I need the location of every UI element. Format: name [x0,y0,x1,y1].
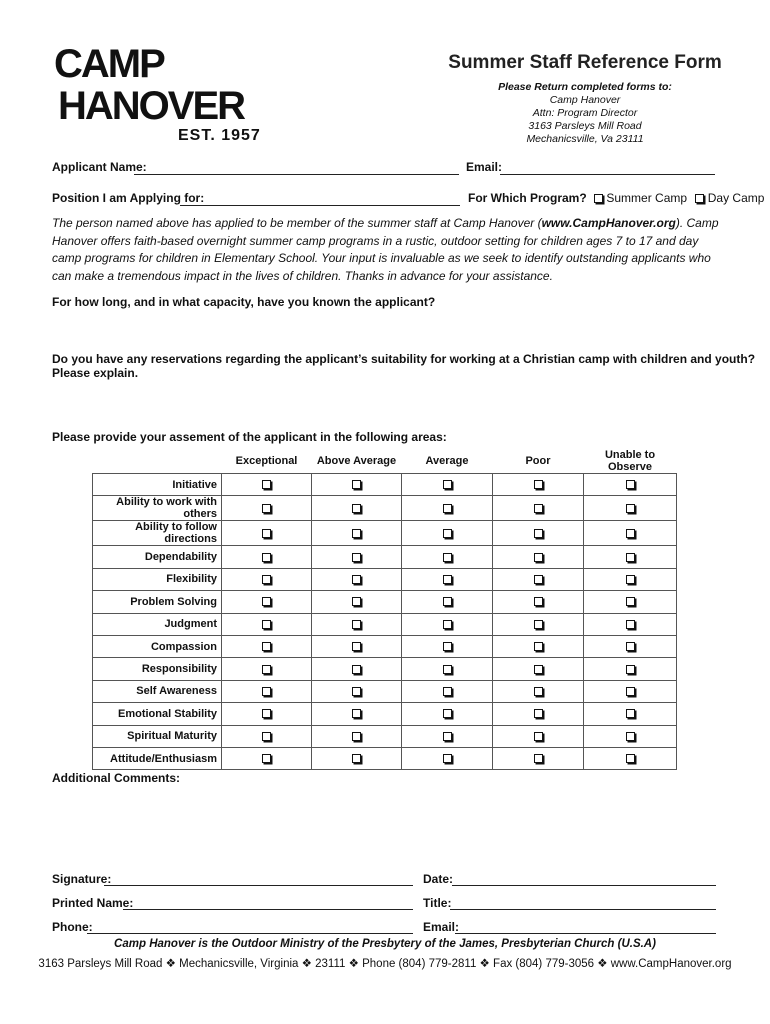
table-row [93,635,677,657]
rating-cell [584,496,677,521]
table-row [93,680,677,702]
address-line-3: 3163 Parsleys Mill Road [528,120,642,132]
rating-checkbox[interactable] [626,480,635,489]
applicant-name-label: Applicant Name: [52,160,147,174]
row-label: Attitude/Enthusiasm [93,747,222,769]
row-label: Problem Solving [93,591,222,613]
rating-checkbox[interactable] [352,620,361,629]
rating-cell [584,725,677,747]
rating-checkbox[interactable] [626,754,635,763]
rating-checkbox[interactable] [262,709,271,718]
rating-cell [584,568,677,590]
rating-checkbox[interactable] [352,732,361,741]
rating-cell [584,613,677,635]
rating-cell [222,521,312,546]
rating-cell [222,591,312,613]
rating-checkbox[interactable] [626,665,635,674]
position-label: Position I am Applying for: [52,191,205,205]
rating-cell [402,521,493,546]
email-line[interactable] [500,174,715,175]
rating-cell [312,591,402,613]
signer-email-label: Email: [423,920,460,934]
rating-cell [312,568,402,590]
row-label: Ability to follow directions [93,521,222,546]
rating-cell [402,680,493,702]
rating-cell [584,635,677,657]
rating-checkbox[interactable] [534,709,543,718]
rating-cell [312,613,402,635]
rating-checkbox[interactable] [262,597,271,606]
rating-checkbox[interactable] [534,553,543,562]
rating-cell [493,703,584,725]
rating-checkbox[interactable] [352,754,361,763]
rating-cell [584,474,677,496]
day-camp-label: Day Camp [707,191,765,205]
rating-checkbox[interactable] [443,529,452,538]
rating-checkbox[interactable] [626,709,635,718]
rating-cell [222,546,312,568]
rating-cell [584,703,677,725]
rating-checkbox[interactable] [534,597,543,606]
rating-checkbox[interactable] [262,665,271,674]
question-known-applicant: For how long, and in what capacity, have you known the applicant? [52,295,436,309]
day-camp-checkbox[interactable] [695,194,704,203]
rating-checkbox[interactable] [626,575,635,584]
rating-cell [402,703,493,725]
rating-checkbox[interactable] [443,553,452,562]
rating-cell [493,568,584,590]
table-row [93,568,677,590]
rating-checkbox[interactable] [443,754,452,763]
signer-email-line[interactable] [455,933,716,934]
intro-text-2: ). Camp Hanover offers faith-based overnight summer camp programs in a rustic, outdoor setting for children ages 7 to 17 and day camp programs for children in Elementary School. Your input is invaluable as we seek to identify outstanding applicants who can make a tremendous impact in the lives of children. Thanks in advance for your assistance. [52,216,719,283]
summer-camp-label: Summer Camp [606,191,688,205]
rating-cell [222,725,312,747]
rating-cell [402,613,493,635]
column-header: Above Average [316,455,397,467]
rating-checkbox[interactable] [443,665,452,674]
rating-checkbox[interactable] [443,709,452,718]
rating-cell [222,658,312,680]
address-line-4: Mechanicsville, Va 23111 [526,133,644,145]
rating-cell [493,591,584,613]
additional-comments-label: Additional Comments: [52,771,180,785]
column-header: Poor [525,455,551,467]
row-label: Spiritual Maturity [93,725,222,747]
rating-checkbox[interactable] [443,504,452,513]
rating-cell [402,591,493,613]
website-link[interactable]: www.CampHanover.org [541,216,676,230]
rating-checkbox[interactable] [262,642,271,651]
table-row [93,546,677,568]
rating-cell [312,546,402,568]
rating-checkbox[interactable] [262,754,271,763]
footer-contact: 3163 Parsleys Mill Road ❖ Mechanicsville, Virginia ❖ 23111 ❖ Phone (804) 779-2811 ❖ Fax (804) 779-3056 ❖ www.CampHanover.org [38,958,732,970]
table-corner [93,449,222,474]
intro-text-1: The person named above has applied to be member of the summer staff at Camp Hanover ( [52,216,542,230]
rating-cell [493,635,584,657]
rating-cell [402,496,493,521]
position-line[interactable] [180,205,460,206]
rating-checkbox[interactable] [443,597,452,606]
rating-checkbox[interactable] [626,597,635,606]
table-row [93,658,677,680]
table-row [93,591,677,613]
rating-checkbox[interactable] [262,732,271,741]
rating-cell [402,568,493,590]
date-line[interactable] [452,885,716,886]
rating-checkbox[interactable] [534,687,543,696]
rating-checkbox[interactable] [443,575,452,584]
rating-checkbox[interactable] [352,504,361,513]
rating-checkbox[interactable] [534,504,543,513]
rating-checkbox[interactable] [352,575,361,584]
form-title: Summer Staff Reference Form [448,52,722,73]
rating-cell [222,613,312,635]
printed-name-line[interactable] [123,909,413,910]
rating-cell [493,474,584,496]
row-label: Judgment [93,613,222,635]
table-row [93,496,677,521]
assessment-prompt: Please provide your assement of the applicant in the following areas: [52,430,447,444]
rating-checkbox[interactable] [626,504,635,513]
question-reservations: Do you have any reservations regarding the applicant’s suitability for working at a Christian camp with children and youth? Please explain. [52,352,756,380]
phone-label: Phone: [52,920,93,934]
rating-checkbox[interactable] [534,665,543,674]
email-label: Email: [466,160,503,174]
rating-cell [222,474,312,496]
rating-cell [493,613,584,635]
rating-checkbox[interactable] [534,480,543,489]
address-line-1: Camp Hanover [549,94,621,106]
rating-checkbox[interactable] [534,529,543,538]
title-line[interactable] [450,909,716,910]
rating-cell [402,747,493,769]
row-label: Initiative [93,474,222,496]
program-selector [468,191,764,205]
rating-checkbox[interactable] [626,529,635,538]
summer-camp-checkbox[interactable] [594,194,603,203]
rating-checkbox[interactable] [534,642,543,651]
rating-cell [493,496,584,521]
rating-checkbox[interactable] [262,553,271,562]
program-question: For Which Program? [468,191,587,205]
rating-checkbox[interactable] [352,687,361,696]
rating-checkbox[interactable] [626,620,635,629]
assessment-table [92,449,677,770]
rating-checkbox[interactable] [626,732,635,741]
rating-cell [222,635,312,657]
rating-cell [312,521,402,546]
rating-cell [222,496,312,521]
rating-cell [312,725,402,747]
rating-cell [493,546,584,568]
rating-cell [222,680,312,702]
rating-cell [312,474,402,496]
rating-checkbox[interactable] [262,504,271,513]
rating-checkbox[interactable] [262,529,271,538]
logo-camp-text: CAMP [54,42,164,86]
rating-cell [222,703,312,725]
rating-checkbox[interactable] [626,553,635,562]
rating-checkbox[interactable] [262,575,271,584]
table-row [93,613,677,635]
rating-cell [493,747,584,769]
rating-cell [222,747,312,769]
rating-cell [584,591,677,613]
column-header: Unable to Observe [604,449,656,473]
column-header: Exceptional [235,455,298,467]
logo-est: EST. 1957 [178,127,261,144]
rating-cell [312,496,402,521]
rating-cell [493,658,584,680]
rating-checkbox[interactable] [352,529,361,538]
rating-checkbox[interactable] [352,597,361,606]
rating-cell [584,658,677,680]
rating-cell [312,703,402,725]
table-row [93,725,677,747]
rating-checkbox[interactable] [352,553,361,562]
rating-checkbox[interactable] [443,732,452,741]
rating-cell [402,474,493,496]
table-row [93,474,677,496]
date-label: Date: [423,872,454,886]
row-label: Self Awareness [93,680,222,702]
rating-checkbox[interactable] [352,665,361,674]
rating-checkbox[interactable] [262,480,271,489]
rating-cell [493,521,584,546]
rating-checkbox[interactable] [352,642,361,651]
rating-cell [312,635,402,657]
table-row [93,703,677,725]
rating-cell [402,635,493,657]
phone-line[interactable] [87,933,413,934]
column-header: Average [425,455,469,467]
row-label: Responsibility [93,658,222,680]
rating-cell [312,680,402,702]
rating-checkbox[interactable] [626,642,635,651]
rating-checkbox[interactable] [352,480,361,489]
rating-checkbox[interactable] [443,620,452,629]
return-label: Please Return completed forms to: [498,81,672,93]
rating-checkbox[interactable] [262,620,271,629]
rating-cell [584,521,677,546]
rating-cell [222,568,312,590]
rating-cell [584,747,677,769]
signature-label: Signature: [52,872,112,886]
table-row [93,747,677,769]
logo-hanover-text: HANOVER [58,84,245,128]
intro-paragraph [52,215,722,285]
rating-checkbox[interactable] [534,732,543,741]
rating-checkbox[interactable] [443,480,452,489]
rating-checkbox[interactable] [443,687,452,696]
rating-cell [402,658,493,680]
rating-cell [312,658,402,680]
rating-checkbox[interactable] [626,687,635,696]
rating-checkbox[interactable] [352,709,361,718]
printed-name-label: Printed Name: [52,896,134,910]
title-label: Title: [423,896,452,910]
rating-checkbox[interactable] [534,620,543,629]
rating-checkbox[interactable] [262,687,271,696]
rating-cell [584,546,677,568]
rating-checkbox[interactable] [534,754,543,763]
rating-cell [312,747,402,769]
footer-tagline: Camp Hanover is the Outdoor Ministry of the Presbytery of the James, Presbyterian Church (U.S.A) [114,938,656,950]
row-label: Dependability [93,546,222,568]
rating-cell [402,546,493,568]
address-line-2: Attn: Program Director [532,107,638,119]
row-label: Flexibility [93,568,222,590]
rating-cell [584,680,677,702]
rating-cell [493,680,584,702]
rating-checkbox[interactable] [534,575,543,584]
row-label: Ability to work with others [93,496,222,521]
rating-cell [493,725,584,747]
signature-line[interactable] [104,885,413,886]
row-label: Emotional Stability [93,703,222,725]
table-row [93,521,677,546]
rating-cell [402,725,493,747]
row-label: Compassion [93,635,222,657]
applicant-name-line[interactable] [134,174,459,175]
rating-checkbox[interactable] [443,642,452,651]
